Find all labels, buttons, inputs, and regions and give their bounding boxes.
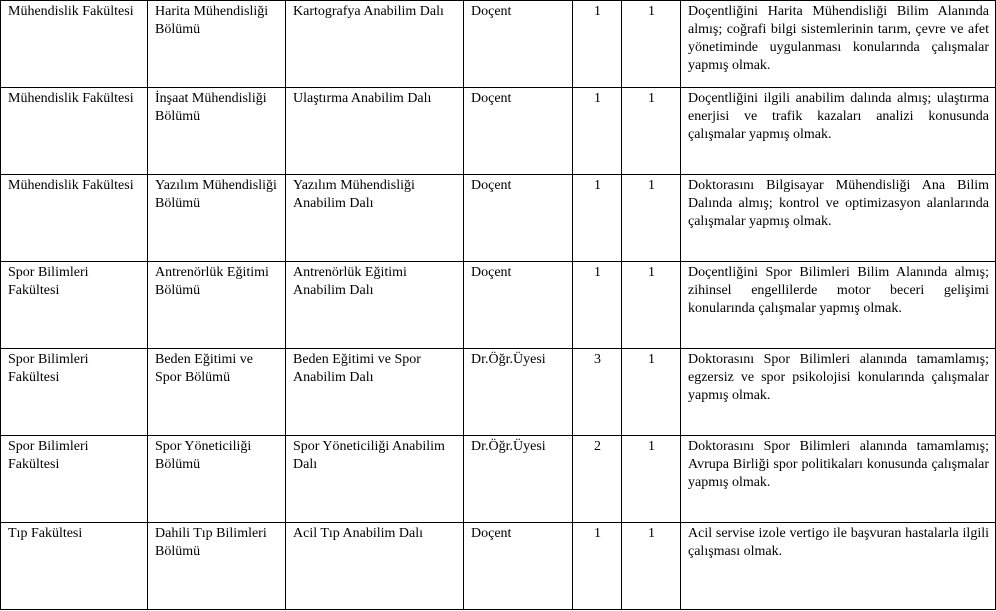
quota-cell: 1 bbox=[622, 349, 681, 436]
requirement-cell: Doktorasını Spor Bilimleri alanında tamamlamış; egzersiz ve spor psikolojisi konularında çalışmalar yapmış olmak. bbox=[681, 349, 996, 436]
faculty-cell: Mühendislik Fakültesi bbox=[1, 175, 148, 262]
title-cell: Doçent bbox=[464, 262, 573, 349]
count-cell: 2 bbox=[573, 436, 622, 523]
division-cell: Antrenörlük Eğitimi Anabilim Dalı bbox=[286, 262, 464, 349]
title-cell: Doçent bbox=[464, 523, 573, 610]
department-cell: Spor Yöneticiliği Bölümü bbox=[148, 436, 286, 523]
department-cell: Yazılım Mühendisliği Bölümü bbox=[148, 175, 286, 262]
requirement-cell: Doçentliğini Spor Bilimleri Bilim Alanında almış; zihinsel engellilerde motor beceri gelişimi konularında çalışmalar yapmış olmak. bbox=[681, 262, 996, 349]
faculty-cell: Spor Bilimleri Fakültesi bbox=[1, 436, 148, 523]
title-cell: Dr.Öğr.Üyesi bbox=[464, 349, 573, 436]
quota-cell: 1 bbox=[622, 1, 681, 88]
quota-cell: 1 bbox=[622, 175, 681, 262]
division-cell: Spor Yöneticiliği Anabilim Dalı bbox=[286, 436, 464, 523]
count-cell: 1 bbox=[573, 88, 622, 175]
quota-cell: 1 bbox=[622, 88, 681, 175]
quota-cell: 1 bbox=[622, 436, 681, 523]
title-cell: Doçent bbox=[464, 175, 573, 262]
positions-table-body bbox=[1, 1, 996, 610]
table-row bbox=[1, 349, 996, 436]
requirement-cell: Doçentliğini Harita Mühendisliği Bilim Alanında almış; coğrafi bilgi sistemlerinin tarım, çevre ve afet yönetiminde uygulanması konularında çalışmalar yapmış olmak. bbox=[681, 1, 996, 88]
department-cell: Dahili Tıp Bilimleri Bölümü bbox=[148, 523, 286, 610]
division-cell: Beden Eğitimi ve Spor Anabilim Dalı bbox=[286, 349, 464, 436]
department-cell: Antrenörlük Eğitimi Bölümü bbox=[148, 262, 286, 349]
table-row bbox=[1, 436, 996, 523]
table-row bbox=[1, 262, 996, 349]
faculty-cell: Spor Bilimleri Fakültesi bbox=[1, 262, 148, 349]
requirement-cell: Doktorasını Spor Bilimleri alanında tamamlamış; Avrupa Birliği spor politikaları konusunda çalışmalar yapmış olmak. bbox=[681, 436, 996, 523]
faculty-cell: Mühendislik Fakültesi bbox=[1, 88, 148, 175]
division-cell: Kartografya Anabilim Dalı bbox=[286, 1, 464, 88]
title-cell: Doçent bbox=[464, 1, 573, 88]
quota-cell: 1 bbox=[622, 523, 681, 610]
count-cell: 1 bbox=[573, 1, 622, 88]
requirement-cell: Doktorasını Bilgisayar Mühendisliği Ana Bilim Dalında almış; kontrol ve optimizasyon alanlarında çalışmalar yapmış olmak. bbox=[681, 175, 996, 262]
title-cell: Doçent bbox=[464, 88, 573, 175]
requirement-cell: Doçentliğini ilgili anabilim dalında almış; ulaştırma enerjisi ve trafik kazaları analizi konusunda çalışmalar yapmış olmak. bbox=[681, 88, 996, 175]
faculty-cell: Tıp Fakültesi bbox=[1, 523, 148, 610]
title-cell: Dr.Öğr.Üyesi bbox=[464, 436, 573, 523]
table-row bbox=[1, 88, 996, 175]
department-cell: Beden Eğitimi ve Spor Bölümü bbox=[148, 349, 286, 436]
department-cell: İnşaat Mühendisliği Bölümü bbox=[148, 88, 286, 175]
count-cell: 3 bbox=[573, 349, 622, 436]
table-row bbox=[1, 1, 996, 88]
requirement-cell: Acil servise izole vertigo ile başvuran hastalarla ilgili çalışması olmak. bbox=[681, 523, 996, 610]
count-cell: 1 bbox=[573, 262, 622, 349]
quota-cell: 1 bbox=[622, 262, 681, 349]
faculty-cell: Spor Bilimleri Fakültesi bbox=[1, 349, 148, 436]
division-cell: Yazılım Mühendisliği Anabilim Dalı bbox=[286, 175, 464, 262]
division-cell: Acil Tıp Anabilim Dalı bbox=[286, 523, 464, 610]
department-cell: Harita Mühendisliği Bölümü bbox=[148, 1, 286, 88]
table-row bbox=[1, 175, 996, 262]
count-cell: 1 bbox=[573, 523, 622, 610]
count-cell: 1 bbox=[573, 175, 622, 262]
faculty-cell: Mühendislik Fakültesi bbox=[1, 1, 148, 88]
division-cell: Ulaştırma Anabilim Dalı bbox=[286, 88, 464, 175]
table-row bbox=[1, 523, 996, 610]
